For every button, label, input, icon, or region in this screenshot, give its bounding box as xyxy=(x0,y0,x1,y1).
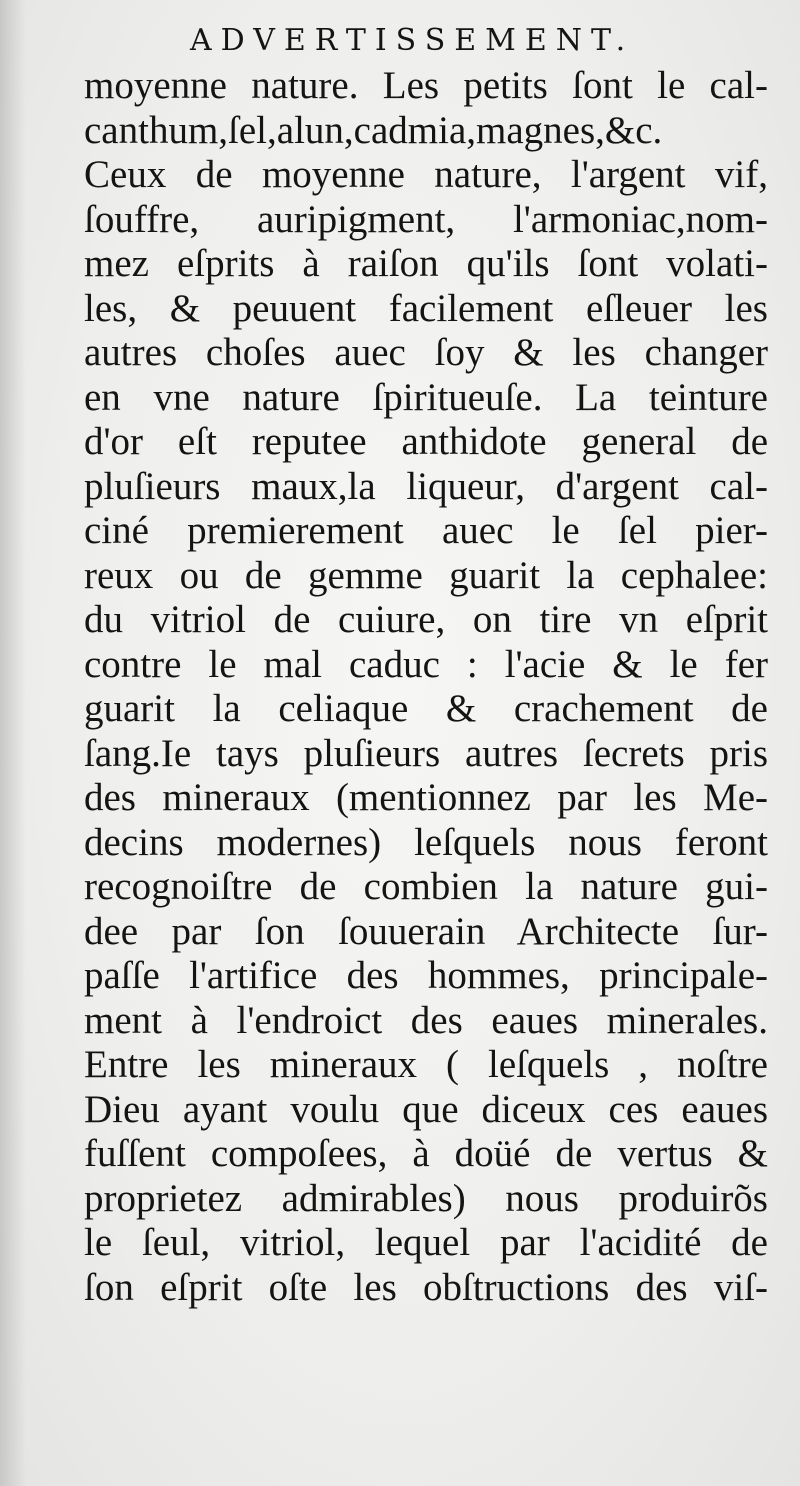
text-line: en vne nature ſpiritueuſe. La teinture xyxy=(84,375,768,419)
text-line: ſang.Ie tays pluſieurs autres ſecrets pris xyxy=(84,731,768,775)
text-line: autres choſes auec ſoy & les changer xyxy=(84,331,768,374)
text-line: les, & peuuent facilement eſleuer les xyxy=(84,286,768,330)
text-line: Dieu ayant voulu que diceux ces eaues xyxy=(84,1087,768,1131)
text-line: reux ou de gemme guarit la cephalee: xyxy=(84,553,768,597)
text-line: ciné premierement auec le ſel pier- xyxy=(84,509,768,552)
text-line: mez eſprits à raiſon qu'ils ſont volati- xyxy=(84,242,768,285)
gutter-shadow xyxy=(0,0,26,1486)
text-line: Entre les mineraux ( leſquels , noſtre xyxy=(84,1043,768,1086)
text-line: ſouffre, auripigment, l'armoniac,nom- xyxy=(84,197,768,241)
text-line: ment à l'endroict des eaues minerales. xyxy=(84,998,768,1042)
text-line: du vitriol de cuiure, on tire vn eſprit xyxy=(84,598,768,641)
text-line: contre le mal caduc : l'acie & le fer xyxy=(84,642,768,686)
text-line: canthum,ſel,alun,cadmia,magnes,&c. xyxy=(84,108,663,152)
text-line: pluſieurs maux,la liqueur, d'argent cal- xyxy=(84,464,768,508)
text-line: ſon eſprit oſte les obſtructions des viſ- xyxy=(84,1265,768,1309)
text-line: d'or eſt reputee anthidote general de xyxy=(84,420,768,463)
body-text xyxy=(84,64,768,1310)
text-line: dee par ſon ſouuerain Architecte ſur- xyxy=(84,909,768,953)
text-line: recognoiſtre de combien la nature gui- xyxy=(84,865,768,908)
text-line: decins modernes) leſquels nous feront xyxy=(84,820,768,864)
text-line: Ceux de moyenne nature, l'argent vif, xyxy=(84,153,768,196)
text-line: proprietez admirables) nous produirõs xyxy=(84,1176,768,1220)
text-line: fuſſent compoſees, à doüé de vertus & xyxy=(84,1132,768,1175)
text-line: des mineraux (mentionnez par les Me- xyxy=(84,776,768,819)
running-head: ADVERTISSEMENT. xyxy=(190,23,635,58)
text-line: guarit la celiaque & crachement de xyxy=(84,687,768,730)
text-line: le ſeul, vitriol, lequel par l'acidité de xyxy=(84,1221,768,1264)
text-line: moyenne nature. Les petits ſont le cal- xyxy=(84,64,768,107)
text-line: paſſe l'artifice des hommes, principale- xyxy=(84,954,768,997)
